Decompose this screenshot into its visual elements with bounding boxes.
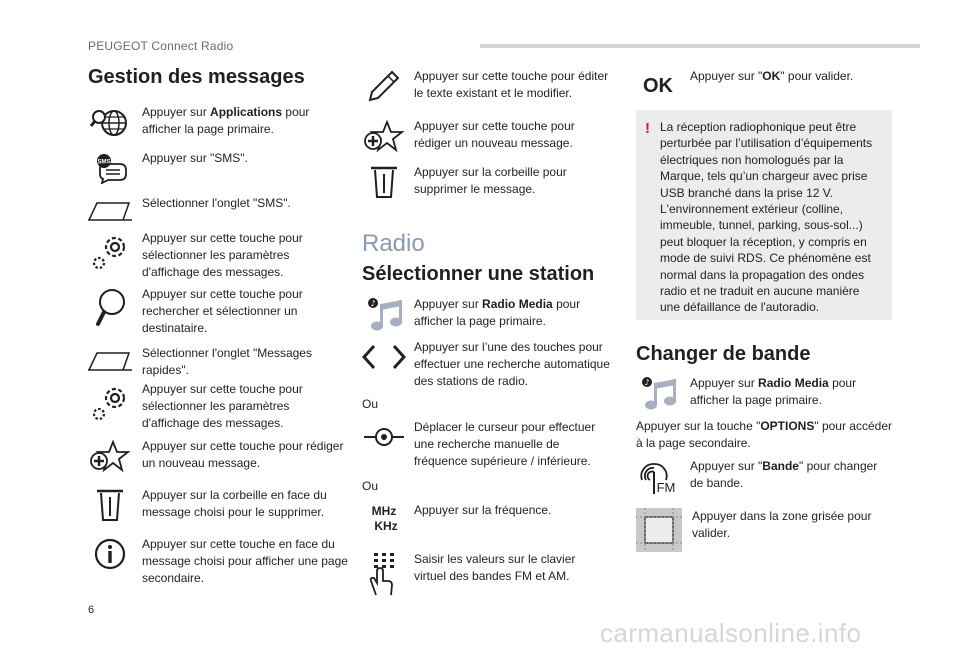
- step-text: Appuyer sur la corbeille en face du message choisi pour le supprimer.: [142, 488, 327, 519]
- globe-search-icon: [88, 104, 132, 140]
- tab-icon: [88, 343, 132, 379]
- section-title-radio: Radio: [362, 230, 425, 257]
- step-text: Appuyer sur l’une des touches pour effectuer une recherche automatique des stations de radio.: [414, 340, 610, 388]
- sms-bubble-icon: [88, 150, 132, 186]
- step-text: Appuyer sur "OK" pour valider.: [690, 69, 854, 83]
- keypad-icon: [362, 551, 406, 597]
- step-text: Appuyer sur cette touche pour sélectionner les paramètres d'affichage des messages.: [142, 382, 303, 430]
- svg-text:♪: ♪: [644, 378, 650, 387]
- left-right-arrows-icon: [362, 339, 406, 375]
- ok-icon: OK: [643, 74, 673, 97]
- header-title: PEUGEOT Connect Radio: [88, 39, 234, 53]
- search-icon: [88, 286, 132, 330]
- warning-text: La réception radiophonique peut être perturbée par l’utilisation d’équipements électriques non homologués par la Marque, tels qu’un chargeur avec prise USB branché dans la prise 12 V. L'environnement extérieur (colline, immeuble, tunnel, parking, sous-sol...) peut bloquer la réception, y compris en mode de suivi RDS. Ce phénomène est normal dans la propagation des ondes radio et ne traduit en aucune manière une défaillance de l'autoradio.: [660, 120, 873, 315]
- slider-cursor-icon: [362, 419, 406, 455]
- header-divider: [480, 44, 920, 48]
- step-text: Appuyer sur "Bande" pour changer de bande.: [690, 459, 878, 490]
- step-text: Appuyer sur Applications pour afficher la page primaire.: [142, 105, 310, 136]
- frequency-icon: MHz KHz: [371, 504, 398, 533]
- heading-gestion-messages: Gestion des messages: [88, 66, 305, 88]
- gear-settings-icon: [88, 230, 132, 274]
- fm-band-icon: [636, 458, 680, 498]
- watermark: carmanualsonline.info: [600, 618, 862, 648]
- pencil-icon: [362, 68, 406, 104]
- warning-icon: !: [645, 120, 650, 137]
- or-label: Ou: [362, 397, 379, 411]
- trash-icon: [88, 487, 132, 523]
- step-text: Sélectionner l'onglet "SMS".: [142, 196, 291, 210]
- svg-text:SMS: SMS: [97, 159, 111, 166]
- step-text: Appuyer sur la corbeille pour supprimer le message.: [414, 165, 567, 196]
- step-text: Appuyer sur cette touche pour rechercher et sélectionner un destinataire.: [142, 287, 303, 335]
- step-text: Appuyer sur cette touche en face du message choisi pour afficher une page secondaire.: [142, 537, 348, 585]
- svg-text:♪: ♪: [370, 299, 376, 308]
- or-label: Ou: [362, 479, 379, 493]
- step-text: Appuyer sur cette touche pour sélectionner les paramètres d'affichage des messages.: [142, 231, 303, 279]
- step-text: Appuyer sur cette touche pour rédiger un nouveau message.: [142, 439, 344, 470]
- trash-icon: [362, 164, 406, 200]
- tab-icon: [88, 193, 132, 229]
- step-text: Saisir les valeurs sur le clavier virtuel des bandes FM et AM.: [414, 552, 576, 583]
- new-message-icon: [362, 118, 406, 154]
- step-text: Appuyer sur la fréquence.: [414, 503, 552, 517]
- step-text: Déplacer le curseur pour effectuer une recherche manuelle de fréquence supérieure / inférieure.: [414, 420, 596, 468]
- info-icon: [88, 536, 132, 572]
- new-message-icon: [88, 438, 132, 474]
- step-text: Appuyer dans la zone grisée pour valider.: [692, 509, 872, 540]
- step-text: Sélectionner l'onglet "Messages rapides".: [142, 346, 312, 377]
- step-text: Appuyer sur Radio Media pour afficher la page primaire.: [690, 376, 857, 407]
- options-text: Appuyer sur la touche "OPTIONS" pour accéder à la page secondaire.: [636, 419, 892, 450]
- heading-changer-bande: Changer de bande: [636, 343, 811, 365]
- gear-settings-icon: [88, 381, 132, 425]
- svg-text:FM: FM: [656, 480, 676, 495]
- step-text: Appuyer sur "SMS".: [142, 151, 248, 165]
- step-text: Appuyer sur cette touche pour éditer le texte existant et le modifier.: [414, 69, 609, 100]
- warning-note: [636, 110, 892, 320]
- music-note-icon: [636, 375, 680, 411]
- music-note-icon: [362, 296, 406, 332]
- heading-selectionner-station: Sélectionner une station: [362, 263, 595, 285]
- page-number: 6: [88, 604, 95, 616]
- grey-zone-icon: [636, 508, 682, 552]
- step-text: Appuyer sur Radio Media pour afficher la page primaire.: [414, 297, 581, 328]
- step-text: Appuyer sur cette touche pour rédiger un nouveau message.: [414, 119, 575, 150]
